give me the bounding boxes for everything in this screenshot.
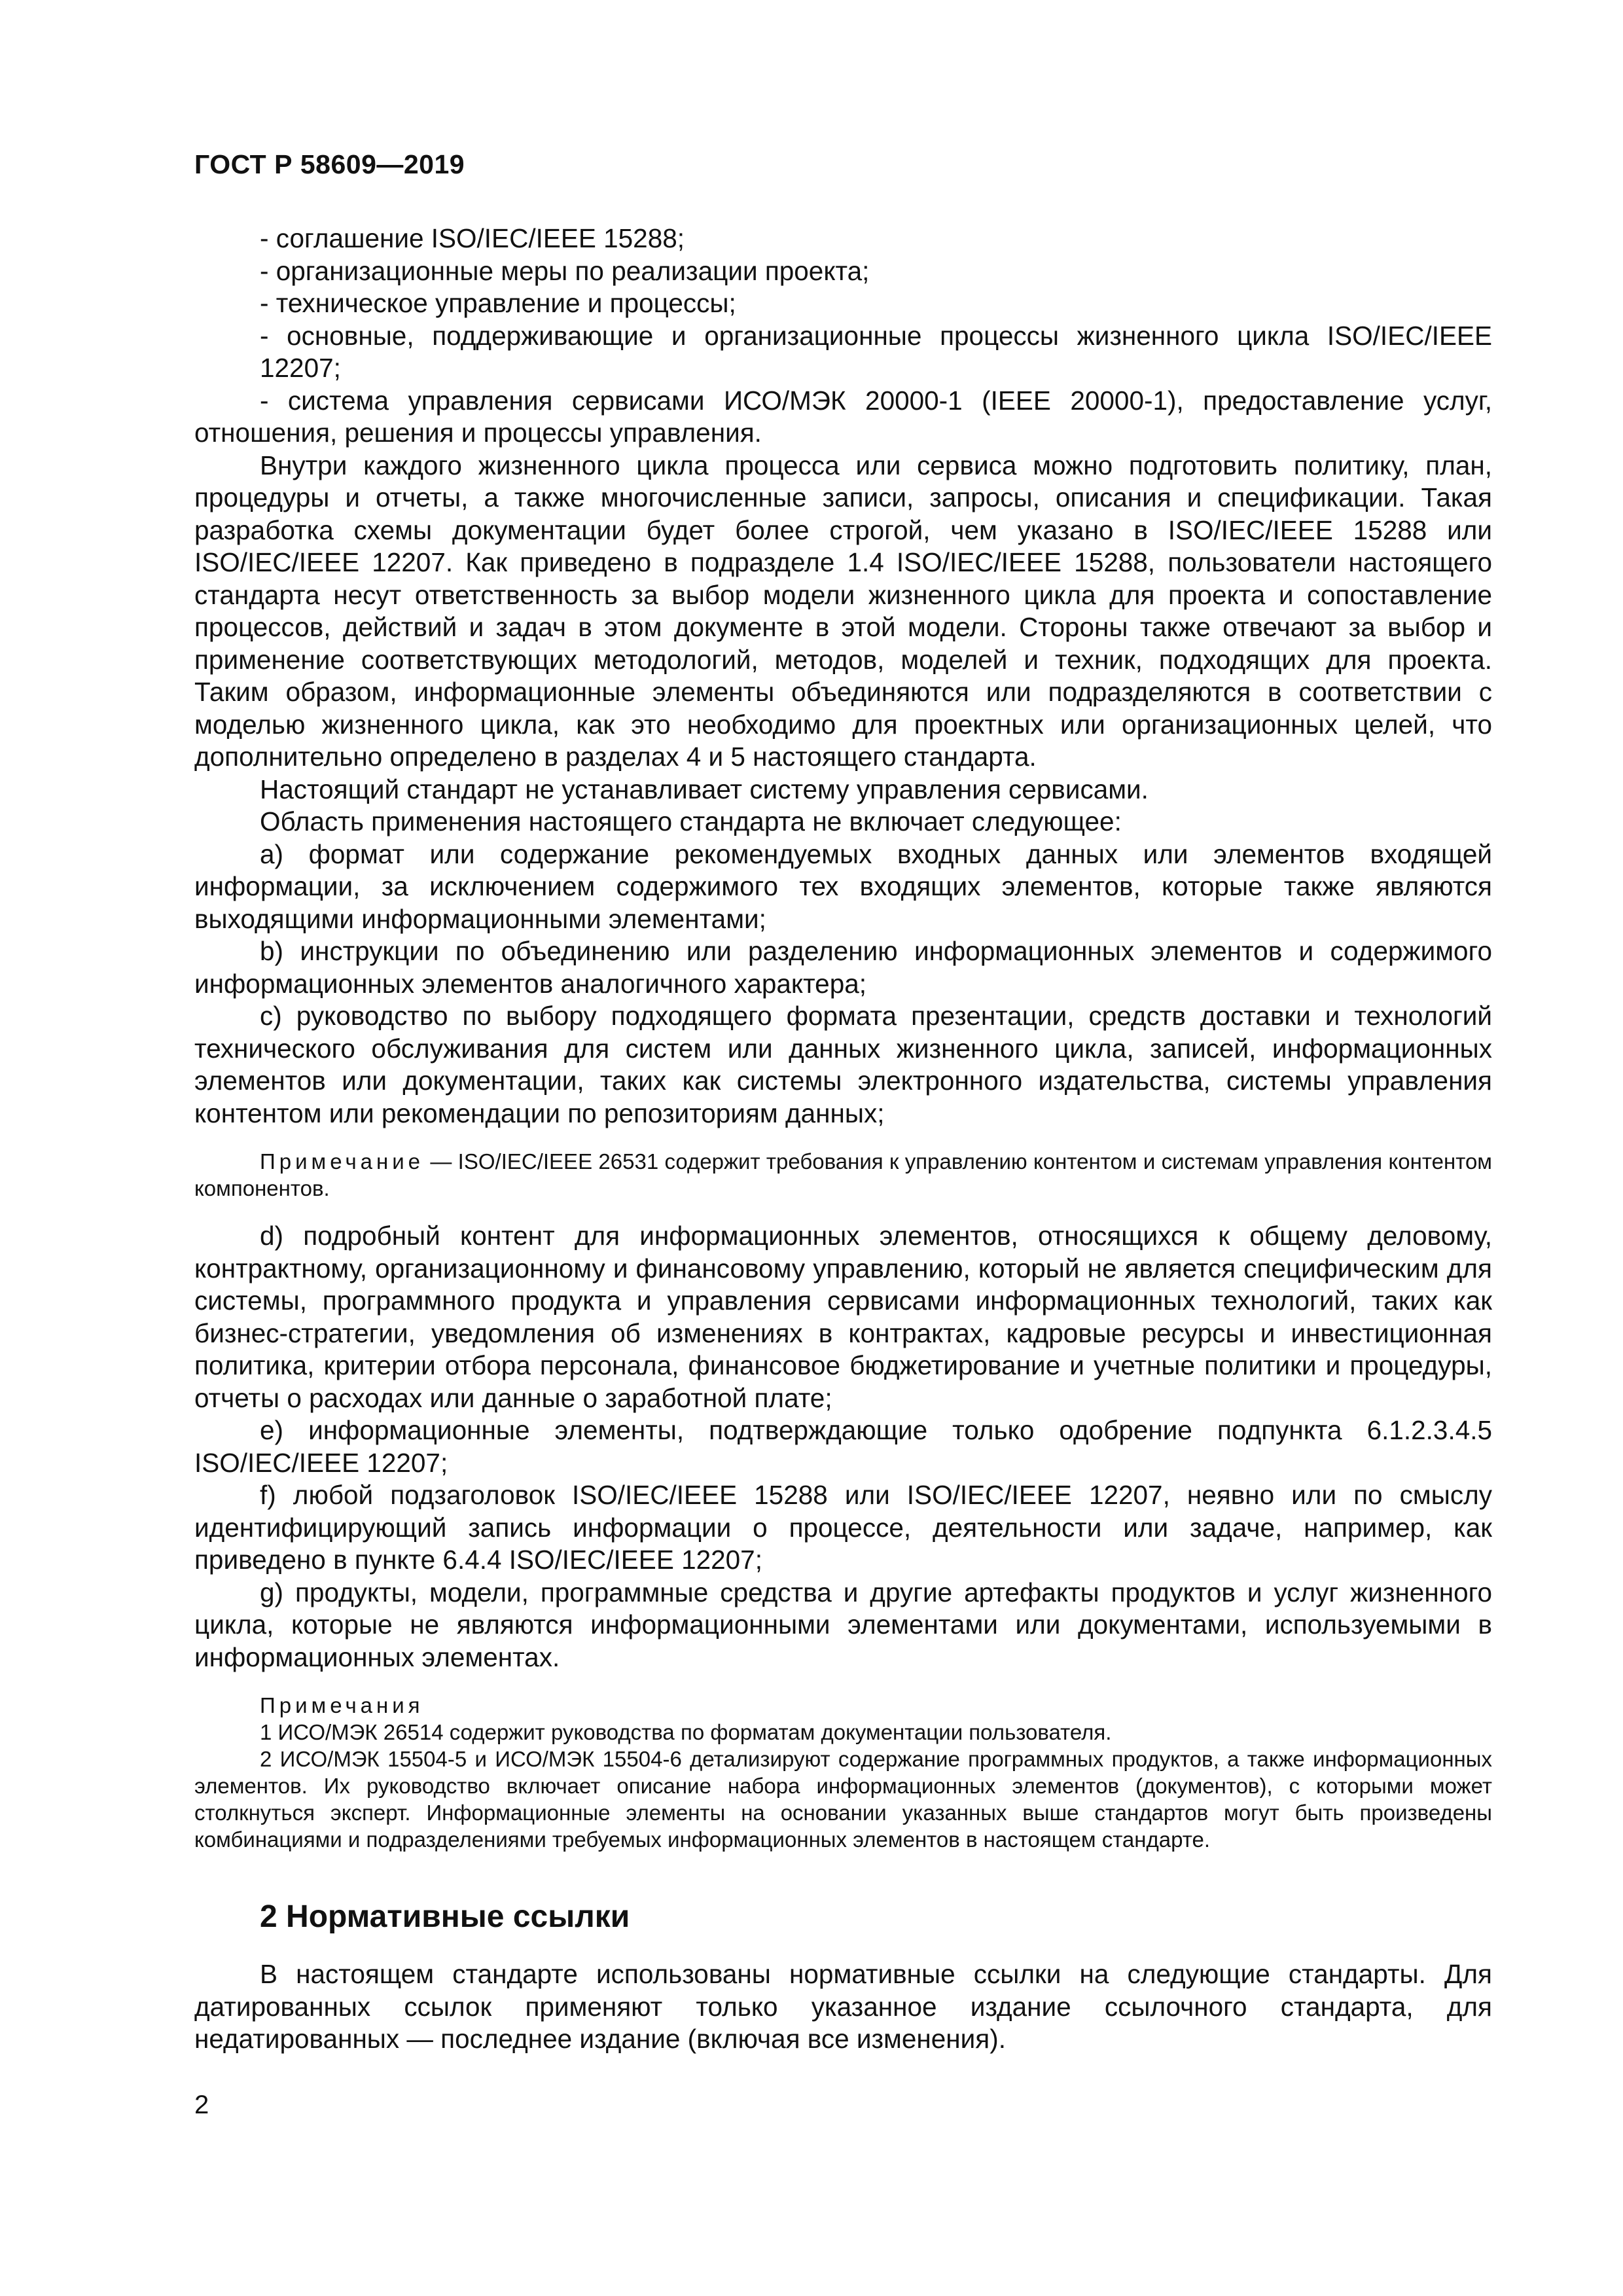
note-text: — ISO/IEC/IEEE 26531 содержит требования к управлению контентом и системам управления контентом компонентов. bbox=[194, 1149, 1492, 1200]
scope-item-b: b) инструкции по объединению или разделению информационных элементов и содержимого информационных элементов аналогичного характера; bbox=[194, 936, 1492, 999]
page-number: 2 bbox=[194, 2090, 209, 2119]
note-label: Примечание bbox=[260, 1149, 425, 1174]
list-item: - соглашение ISO/IEC/IEEE 15288; bbox=[260, 223, 685, 253]
scope-item-c: c) руководство по выбору подходящего формата презентации, средств доставки и технологий технического обслуживания для систем или данных жизненного цикла, записей, информационных элементов или документации, таких как системы электронного издательства, системы управления контентом или рекомендации по репозиториям данных; bbox=[194, 1001, 1492, 1128]
list-item: - техническое управление и процессы; bbox=[260, 288, 736, 318]
notes-label: Примечания bbox=[260, 1693, 424, 1717]
document-body bbox=[194, 223, 1492, 2056]
paragraph-lifecycle-documentation: Внутри каждого жизненного цикла процесса или сервиса можно подготовить политику, план, процедуры и отчеты, а также многочисленные записи, запросы, описания и спецификации. Такая разработка схемы документации будет более строгой, чем указано в ISO/IEC/IEEE 15288 или ISO/IEC/IEEE 12207. Как приведено в подразделе 1.4 ISO/IEC/IEEE 15288, пользователи настоящего стандарта несут ответственность за выбор модели жизненного цикла для проекта и сопоставление процессов, действий и задач в этом документе в этой модели. Стороны также отвечают за выбор и применение соответствующих методологий, методов, моделей и техник, подходящих для проекта. Таким образом, информационные элементы объединяются или подразделяются в соответствии с моделью жизненного цикла, как это необходимо для проектных или организационных целей, что дополнительно определено в разделах 4 и 5 настоящего стандарта. bbox=[194, 450, 1492, 772]
scope-item-a: a) формат или содержание рекомендуемых входных данных или элементов входящей информации, за исключением содержимого тех входящих элементов, которые также являются выходящими информационными элементами; bbox=[194, 838, 1492, 934]
section-heading: 2 Нормативные ссылки bbox=[260, 1899, 630, 1934]
note-2: 2 ИСО/МЭК 15504-5 и ИСО/МЭК 15504-6 детализируют содержание программных продуктов, а также информационных элементов. Их руководство включает описание набора информационных элементов (документов), с которыми может столкнуться эксперт. Информационные элементы на основании указанных выше стандартов могут быть произведены комбинациями и подразделениями требуемых информационных элементов в настоящем стандарте. bbox=[194, 1747, 1492, 1852]
paragraph-normative-references: В настоящем стандарте использованы нормативные ссылки на следующие стандарты. Для датированных ссылок применяют только указанное издание ссылочного стандарта, для недатированных — последнее издание (включая все изменения). bbox=[194, 1959, 1492, 2054]
paragraph-scope-exclusions: Область применения настоящего стандарта не включает следующее: bbox=[260, 806, 1122, 836]
note-1: 1 ИСО/МЭК 26514 содержит руководства по форматам документации пользователя. bbox=[260, 1720, 1112, 1744]
scope-item-f: f) любой подзаголовок ISO/IEC/IEEE 15288 или ISO/IEC/IEEE 12207, неявно или по смыслу идентифицирующий запись информации о процессе, деятельности или задаче, например, как приведено в пункте 6.4.4 ISO/IEC/IEEE 12207; bbox=[194, 1480, 1492, 1575]
paragraph-no-service-system: Настоящий стандарт не устанавливает систему управления сервисами. bbox=[260, 774, 1149, 804]
scope-item-d: d) подробный контент для информационных элементов, относящихся к общему деловому, контрактному, организационному и финансовому управлению, который не является специфическим для системы, программного продукта и управления сервисами информационных технологий, таких как бизнес-стратегии, уведомления об изменениях в контрактах, кадровые ресурсы и инвестиционная политика, критерии отбора персонала, финансовое бюджетирование и учетные политики и процедуры, отчеты о расходах или данные о заработной плате; bbox=[194, 1221, 1492, 1413]
paragraph-service-system: - система управления сервисами ИСО/МЭК 20000-1 (IEEE 20000-1), предоставление услуг, отношения, решения и процессы управления. bbox=[194, 385, 1492, 448]
list-item: - организационные меры по реализации проекта; bbox=[260, 255, 870, 286]
scope-item-e: e) информационные элементы, подтверждающие только одобрение подпункта 6.1.2.3.4.5 ISO/IEC/IEEE 12207; bbox=[194, 1415, 1492, 1478]
scope-item-g: g) продукты, модели, программные средства и другие артефакты продуктов и услуг жизненного цикла, которые не являются информационными элементами или документами, используемыми в информационных элементах. bbox=[194, 1577, 1492, 1672]
note-content-management bbox=[194, 1148, 1492, 1202]
list-item: - основные, поддерживающие и организационные процессы жизненного цикла ISO/IEC/IEEE 12207; bbox=[260, 320, 1492, 383]
document-code-header: ГОСТ Р 58609—2019 bbox=[194, 149, 465, 179]
